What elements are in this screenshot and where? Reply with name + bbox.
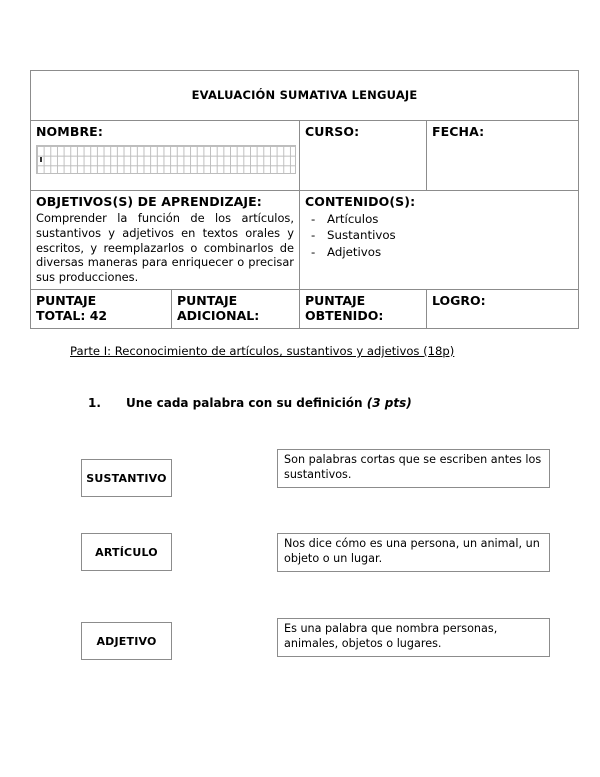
definition-box-2[interactable]: Nos dice cómo es una persona, un animal, un objeto o un lugar. <box>277 533 550 572</box>
contenidos-list <box>305 211 573 260</box>
puntaje-total-cell[interactable] <box>31 290 172 329</box>
puntaje-obtenido-label: PUNTAJE <box>305 293 366 309</box>
table-row-objectives <box>31 191 579 290</box>
fecha-label: FECHA: <box>432 124 485 139</box>
question-number: 1. <box>88 396 101 410</box>
dash-bullet-icon: - <box>311 244 316 259</box>
term-label: SUSTANTIVO <box>86 471 167 485</box>
logro-cell[interactable] <box>427 290 579 329</box>
term-box-adjetivo[interactable] <box>81 622 172 660</box>
question-points: (3 pts) <box>366 396 412 410</box>
puntaje-adicional-value: ADICIONAL: <box>177 308 260 324</box>
part-heading: Parte I: Reconocimiento de artículos, sustantivos y adjetivos (18p) <box>70 344 455 358</box>
definition-box-1[interactable]: Son palabras cortas que se escriben antes los sustantivos. <box>277 449 550 488</box>
contenido-item-label: Sustantivos <box>327 228 396 243</box>
logro-label: LOGRO: <box>432 293 486 309</box>
table-row-scores <box>31 290 579 329</box>
grid-tick-mark <box>40 157 42 162</box>
definition-box-3[interactable]: Es una palabra que nombra personas, animales, objetos o lugares. <box>277 618 550 657</box>
puntaje-total-value: TOTAL: 42 <box>36 308 108 324</box>
term-box-articulo[interactable] <box>81 533 172 571</box>
curso-label: CURSO: <box>305 124 360 139</box>
term-label: ARTÍCULO <box>95 545 158 559</box>
question-text: Une cada palabra con su definición <box>126 396 367 410</box>
term-label: ADJETIVO <box>96 634 157 648</box>
puntaje-adicional-cell[interactable] <box>172 290 300 329</box>
list-item <box>305 211 573 227</box>
objetivos-label: OBJETIVOS(S) DE APRENDIZAJE: <box>36 194 262 209</box>
nombre-label: NOMBRE: <box>36 124 103 139</box>
puntaje-adicional-label: PUNTAJE <box>177 293 238 309</box>
fecha-cell[interactable] <box>427 121 579 191</box>
dash-bullet-icon: - <box>311 228 316 243</box>
contenidos-cell <box>300 191 579 290</box>
puntaje-total-label: PUNTAJE <box>36 293 97 309</box>
table-row-title <box>31 71 579 121</box>
curso-cell[interactable] <box>300 121 427 191</box>
puntaje-obtenido-value: OBTENIDO: <box>305 308 384 324</box>
nombre-cell[interactable] <box>31 121 300 191</box>
list-item <box>305 227 573 243</box>
term-box-sustantivo[interactable] <box>81 459 172 497</box>
nombre-writing-grid[interactable] <box>36 145 296 174</box>
table-row-identity <box>31 121 579 191</box>
objetivos-text: Comprender la función de los artículos, sustantivos y adjetivos en textos orales y escritos, y reemplazarlos o combinarlos de diversas maneras para enriquecer o precisar sus producciones. <box>36 211 294 285</box>
objetivos-cell <box>31 191 300 290</box>
contenidos-label: CONTENIDO(S): <box>305 194 416 209</box>
contenido-item-label: Artículos <box>327 212 379 226</box>
list-item <box>305 244 573 260</box>
evaluation-title: EVALUACIÓN SUMATIVA LENGUAJE <box>31 71 579 121</box>
contenido-item-label: Adjetivos <box>327 244 382 259</box>
evaluation-header-table <box>30 70 579 329</box>
question-1 <box>88 396 412 410</box>
dash-bullet-icon: - <box>311 212 316 226</box>
puntaje-obtenido-cell[interactable] <box>300 290 427 329</box>
